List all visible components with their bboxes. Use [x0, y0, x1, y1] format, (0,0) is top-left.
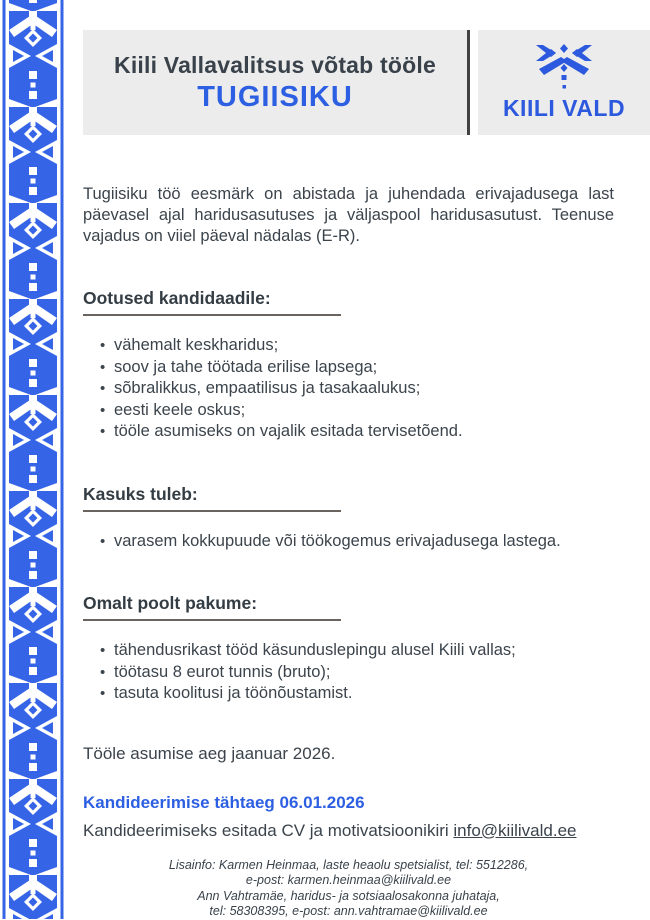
- logo-box: [478, 30, 650, 135]
- employer-title: Kiili Vallavalitsus võtab tööle: [114, 51, 436, 78]
- position-title: TUGIISIKU: [197, 80, 353, 113]
- application-deadline: Kandideerimise tähtaeg 06.01.2026: [83, 792, 365, 812]
- section-heading-offer: Omalt poolt pakume:: [83, 593, 341, 621]
- start-date-line: Tööle asumise aeg jaanuar 2026.: [83, 743, 336, 763]
- logo-text: KIILI VALD: [502, 94, 626, 121]
- apply-instructions: [83, 821, 614, 841]
- list-item: • vähemalt keskharidus;: [114, 335, 614, 357]
- contact-info: [83, 858, 614, 920]
- advantages-list: [83, 531, 614, 553]
- list-item: • tähendusrikast tööd käsunduslepingu alusel Kiili vallas;: [114, 640, 614, 662]
- list-item: • eesti keele oskus;: [114, 400, 614, 422]
- main-content: [83, 170, 614, 920]
- offer-list: [83, 640, 614, 705]
- contact-line: Lisainfo: Karmen Heinmaa, laste heaolu spetsialist, tel: 5512286,: [168, 857, 529, 872]
- list-item: • sõbralikkus, empaatilisus ja tasakaalukus;: [114, 378, 614, 400]
- contact-line: tel: 58308395, e-post: ann.vahtramae@kiilivald.ee: [209, 904, 488, 918]
- intro-paragraph: Tugiisiku töö eesmärk on abistada ja juhendada erivajadusega last päevasel ajal haridusasutuses ja väljaspool haridusasutust. Teenuse vajadus on viiel päeval nädalas (E-R).: [83, 185, 614, 245]
- list-item: • soov ja tahe töötada erilise lapsega;: [114, 357, 614, 379]
- section-heading-expectations: Ootused kandidaadile:: [83, 288, 341, 316]
- list-item: • tööle asumiseks on vajalik esitada tervisetõend.: [114, 421, 614, 443]
- list-item: • varasem kokkupuude või töökogemus erivajadusega lastega.: [114, 531, 614, 553]
- section-heading-advantages: Kasuks tuleb:: [83, 484, 341, 512]
- folk-pattern-border: [0, 0, 66, 919]
- expectations-list: [83, 335, 614, 443]
- header-title-box: [83, 30, 467, 135]
- apply-text: Kandideerimiseks esitada CV ja motivatsioonikiri: [83, 820, 454, 840]
- header-divider-line: [467, 30, 470, 135]
- dragonfly-icon: [532, 44, 596, 94]
- contact-line: Ann Vahtramäe, haridus- ja sotsiaalosakonna juhataja,: [197, 888, 500, 903]
- contact-line: e-post: karmen.heinmaa@kiilivald.ee: [245, 873, 452, 887]
- list-item: • tasuta koolitusi ja töönõustamist.: [114, 683, 614, 705]
- application-email-link[interactable]: info@kiilivald.ee: [453, 820, 577, 840]
- list-item: • töötasu 8 eurot tunnis (bruto);: [114, 662, 614, 684]
